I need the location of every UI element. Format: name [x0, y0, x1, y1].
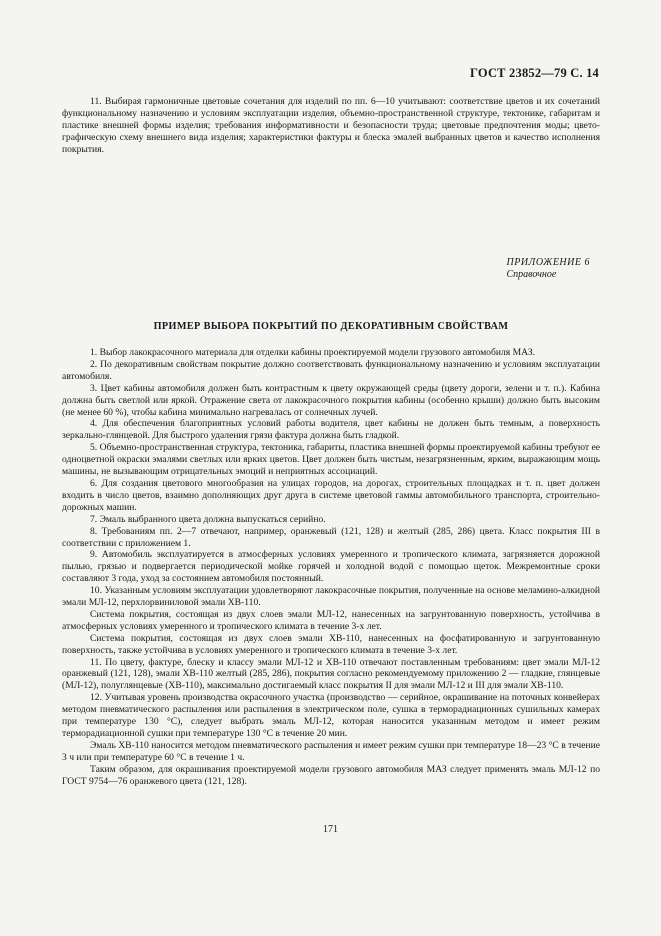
paragraph: Система покрытия, состоящая из двух слоев эмали МЛ-12, нанесенных на загрунтованную поверхность, устойчива в атмосферных условиях умеренного и тропического климата в течение 3-х лет.: [62, 608, 600, 632]
example-body: [62, 347, 600, 788]
paragraph: 10. Указанным условиям эксплуатации удовлетворяют лакокрасочные покрытия, полученные на основе меламино-алкидной эмали МЛ-12, перхлорвиниловой эмали ХВ-110.: [62, 585, 600, 609]
intro-paragraph-11: 11. Выбирая гармоничные цветовые сочетания для изделий по пп. 6—10 учитывают: соответствие цветов и их сочетаний функциональному назначению и условиям эксплуатации изделия, объемно-пространственной структуре, тектонике, габаритам и пластике внешней формы изделия; требования информативности и безопасности труда; цветовые предпочтения моды; цвето-графическую схему внешнего вида изделия; характеристики фактуры и блеска эмалей выбранных цветов и качество исполнения покрытия.: [62, 96, 600, 155]
paragraph: 1. Выбор лакокрасочного материала для отделки кабины проектируемой модели грузового автомобиля МАЗ.: [90, 347, 536, 358]
paragraph: 7. Эмаль выбранного цвета должна выпускаться серийно.: [90, 513, 326, 525]
paragraph: 5. Объемно-пространственная структура, тектоника, габариты, пластика внешней формы проектируемой кабины требуют ее одноцветной окраски эмалями светлых или ярких цветов. Цвет должен быть чистым, незагрязненным, ярким, выражающим мощь машины, не вызывающим отрицательных эмоций и неприятных ассоциаций.: [62, 442, 600, 478]
paragraph: Эмаль ХВ-110 наносится методом пневматического распыления и имеет режим сушки при температуре 18—23 °С в течение 3 ч или при температуре 60 °С в течение 1 ч.: [62, 739, 600, 763]
paragraph: 11. По цвету, фактуре, блеску и классу эмали МЛ-12 и ХВ-110 отвечают поставленным требованиям: цвет эмали МЛ-12 оранжевый (121, 128), эмали ХВ-110 желтый (285, 286), покрытия согласно рекомендуемому приложению 2 — гладкие, глянцевые (МЛ-12), полуглянцевые (ХВ-110), максимально достигаемый класс покрытия II для эмали МЛ-12 и III для эмали ХВ-110.: [62, 656, 600, 692]
appendix-label: [507, 257, 591, 281]
paragraph: 12. Учитывая уровень производства окрасочного участка (производство — серийное, окрашивание на поточных конвейерах методом пневматического распыления или распыления в электрическом поле, сушка в терморадиационных сушильных камерах при температуре 130 °С), следует выбрать эмаль МЛ-12, которая наносится указанным методом и имеет режим терморадиационной сушки при температуре 130 °С в течение 20 мин.: [62, 692, 600, 739]
page-number: 171: [323, 824, 338, 835]
paragraph: 9. Автомобиль эксплуатируется в атмосферных условиях умеренного и тропического климата, загрязняется дорожной пылью, грязью и подвергается периодической мойке горячей и холодной водой с помощью щеток. Межремонтные сроки составляют 3 года, уход за состоянием автомобиля постоянный.: [62, 549, 600, 585]
section-heading: ПРИМЕР ВЫБОРА ПОКРЫТИЙ ПО ДЕКОРАТИВНЫМ СВОЙСТВАМ: [153, 321, 509, 332]
document-header: ГОСТ 23852—79 С. 14: [470, 66, 599, 80]
paragraph: 6. Для создания цветового многообразия на улицах городов, на дорогах, строительных площадках и т. п. цвет должен входить в число цветов, взаимно дополняющих друг друга в системе цветовой гаммы автомобильного транспорта, строительно-дорожных машин.: [62, 477, 600, 513]
intro-section: [62, 96, 600, 156]
appendix-title: ПРИЛОЖЕНИЕ 6: [506, 257, 590, 268]
paragraph: 4. Для обеспечения благоприятных условий работы водителя, цвет кабины не должен быть темным, а поверхность зеркально-глянцевой. Для быстрого удаления грязи фактура должна быть гладкой.: [62, 418, 600, 442]
paragraph: Система покрытия, состоящая из двух слоев эмали ХВ-110, нанесенных на фосфатированную и загрунтованную поверхность, также устойчива в условиях умеренного и тропического климата в течение 3-х лет.: [62, 632, 600, 656]
paragraph: 3. Цвет кабины автомобиля должен быть контрастным к цвету окружающей среды (цвету дороги, зелени и т. п.). Кабина должна быть светлой или яркой. Отражение света от лакокрасочного покрытия кабины (особенно крыши) должно быть высоким (не менее 60 %), чтобы кабина минимально нагревалась от солнечных лучей.: [62, 382, 600, 418]
appendix-subtitle: Справочное: [506, 269, 557, 280]
paragraph: 8. Требованиям пп. 2—7 отвечают, например, оранжевый (121, 128) и желтый (285, 286) цвета. Класс покрытия III в соответствии с приложением 1.: [62, 525, 600, 549]
paragraph: 2. По декоративным свойствам покрытие должно соответствовать функциональному назначению и условиям эксплуатации автомобиля.: [62, 358, 600, 382]
paragraph: Таким образом, для окрашивания проектируемой модели грузового автомобиля МАЗ следует применять эмаль МЛ-12 по ГОСТ 9754—76 оранжевого цвета (121, 128).: [62, 763, 600, 787]
